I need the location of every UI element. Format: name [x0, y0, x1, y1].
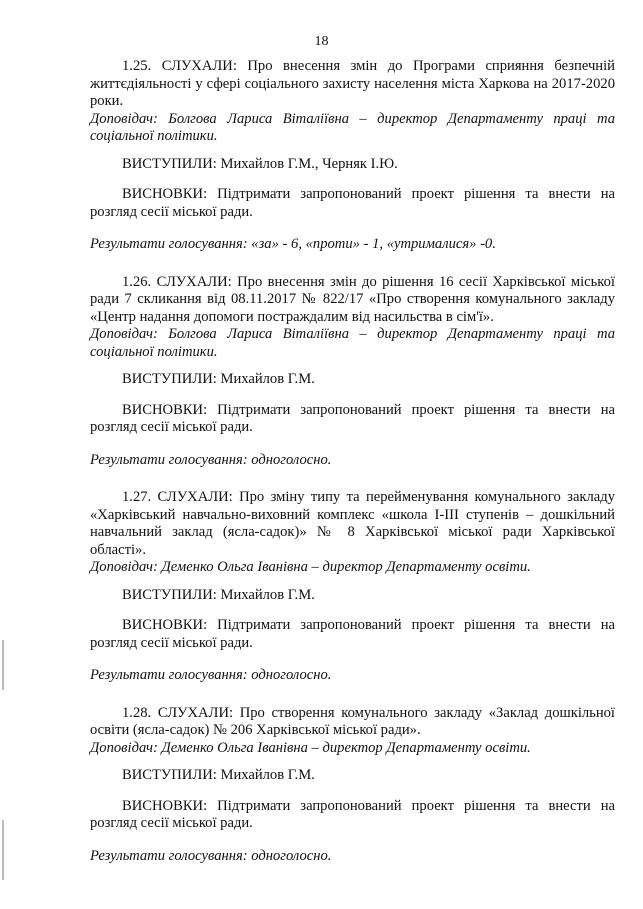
heard-text: 1.28. СЛУХАЛИ: Про створення комунального закладу «Заклад дошкільної освіти (ясла-садок) № 206 Харківської міської ради». — [90, 704, 615, 738]
agenda-item-1-25 — [90, 58, 615, 254]
spoke-text: ВИСТУПИЛИ: Михайлов Г.М. — [122, 767, 315, 783]
spoke-text: ВИСТУПИЛИ: Михайлов Г.М. — [122, 586, 315, 603]
agenda-item-1-28 — [90, 705, 615, 866]
vote-result-text: Результати голосування: «за» - 6, «проти» - 1, «утрималися» -0. — [90, 236, 496, 252]
heard-text: 1.26. СЛУХАЛИ: Про внесення змін до рішення 16 сесії Харківської міської ради 7 скликання від 08.11.2017 № 822/17 «Про створення комунального закладу «Центр надання допомоги постраждалим від насильства в сім'ї». — [90, 273, 615, 325]
spoke-text: ВИСТУПИЛИ: Михайлов Г.М., Черняк І.Ю. — [122, 155, 398, 172]
vote-result-text: Результати голосування: одноголосно. — [90, 667, 332, 683]
conclusion-text: ВИСНОВКИ: Підтримати запропонований проект рішення та внести на розгляд сесії міської ради. — [90, 186, 615, 220]
speaker-text: Доповідач: Болгова Лариса Віталіївна – директор Департаменту праці та соціальної політики. — [90, 110, 615, 144]
spoke-text: ВИСТУПИЛИ: Михайлов Г.М. — [122, 371, 315, 387]
conclusion-text: ВИСНОВКИ: Підтримати запропонований проект рішення та внести на розгляд сесії міської ради. — [90, 401, 615, 435]
scan-edge-mark — [2, 820, 4, 880]
conclusion-text: ВИСНОВКИ: Підтримати запропонований проект рішення та внести на розгляд сесії міської ради. — [90, 797, 615, 831]
speaker-text: Доповідач: Деменко Ольга Іванівна – директор Департаменту освіти. — [90, 559, 531, 575]
speaker-text: Доповідач: Деменко Ольга Іванівна – директор Департаменту освіти. — [90, 739, 531, 756]
scan-edge-mark — [2, 640, 4, 690]
vote-result-text: Результати голосування: одноголосно. — [90, 451, 332, 468]
conclusion-text: ВИСНОВКИ: Підтримати запропонований проект рішення та внести на розгляд сесії міської ради. — [90, 617, 615, 651]
heard-text: 1.25. СЛУХАЛИ: Про внесення змін до Програми сприяння безпечній життєдіяльності у сфері соціального захисту населення міста Харкова на 2017-2020 роки. — [90, 58, 615, 109]
speaker-text: Доповідач: Болгова Лариса Віталіївна – директор Департаменту праці та соціальної політики. — [90, 326, 615, 360]
agenda-item-1-26 — [90, 274, 615, 470]
page-content — [90, 58, 615, 885]
agenda-item-1-27 — [90, 489, 615, 685]
vote-result-text: Результати голосування: одноголосно. — [90, 847, 332, 864]
heard-text: 1.27. СЛУХАЛИ: Про зміну типу та перейменування комунального закладу «Харківський навчально-виховний комплекс «школа І-ІІІ ступенів – дошкільний навчальний заклад (ясла-садок)» № 8 Харківської міської ради Харківської області». — [90, 489, 615, 558]
page-number: 18 — [314, 34, 329, 49]
